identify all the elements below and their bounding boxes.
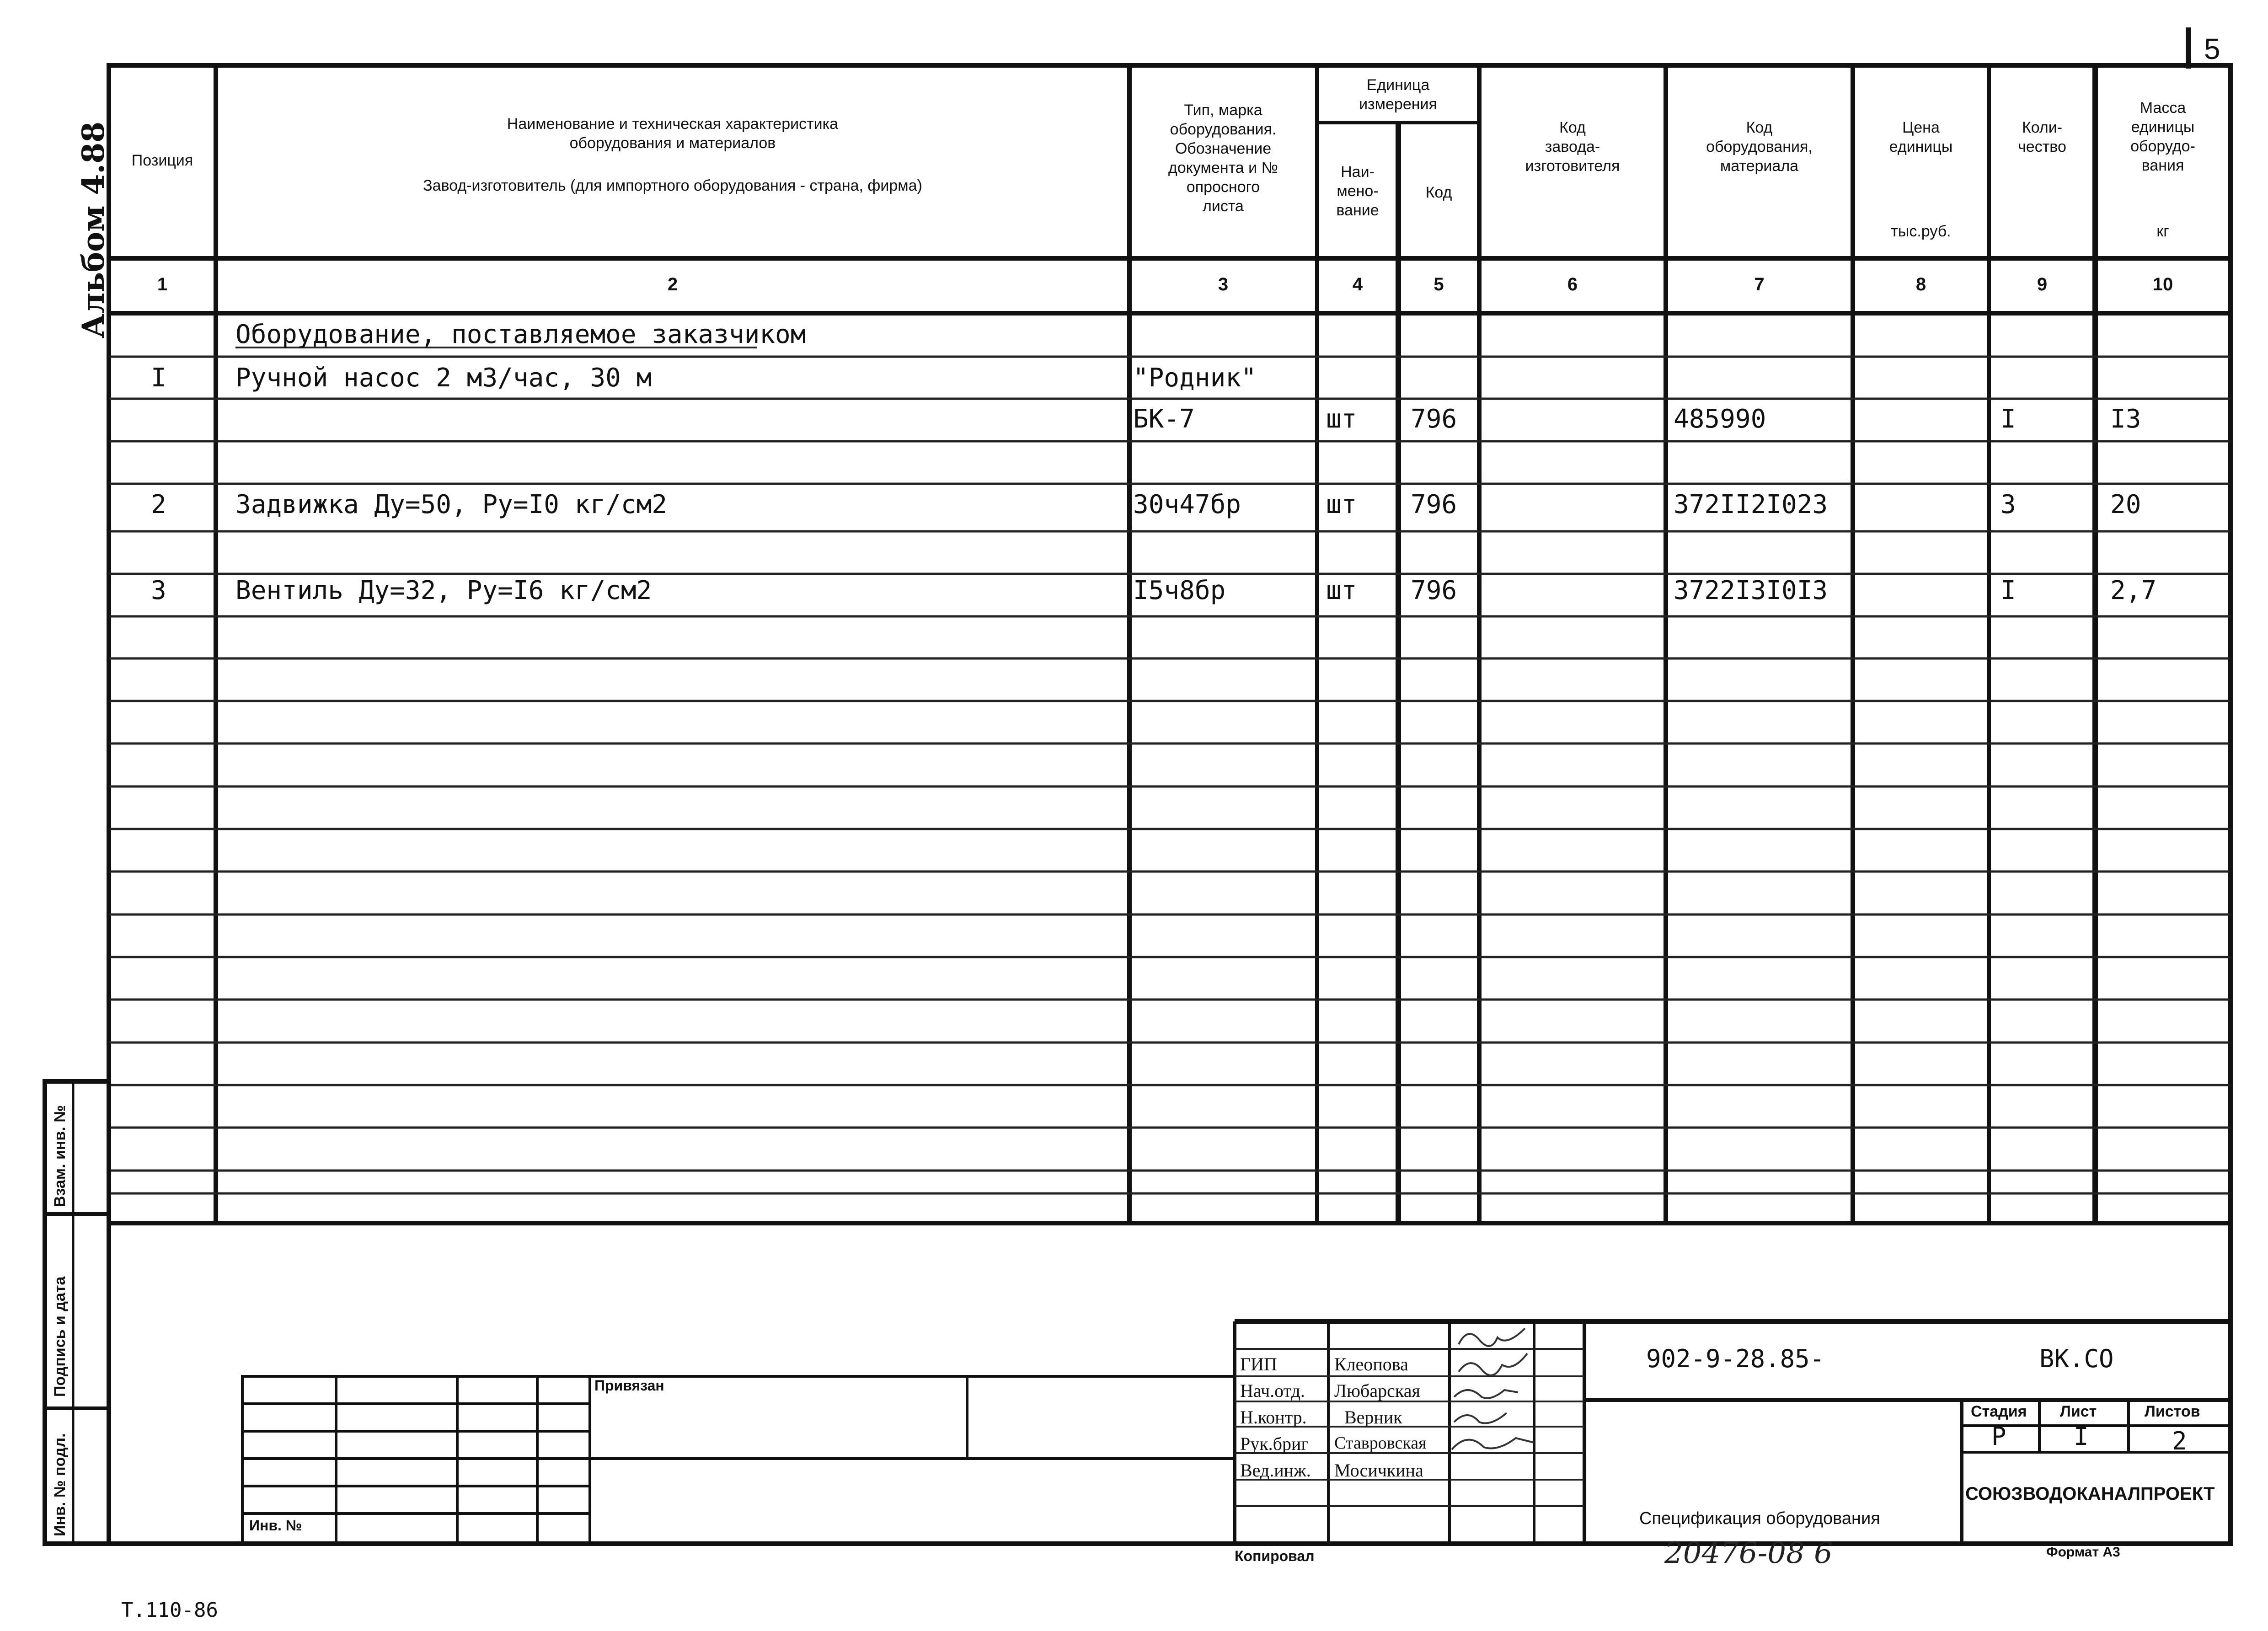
header-unit-code: Код <box>1425 184 1452 201</box>
header-factory-code: Код завода- изготовителя <box>1525 119 1620 175</box>
row-unit: шт <box>1326 490 1357 519</box>
row-name: Ручной насос 2 м3/час, 30 м <box>235 363 652 393</box>
column-number: 6 <box>1567 274 1578 294</box>
stamp-replacement-inventory: Взам. инв. № <box>51 1105 69 1207</box>
column-number: 7 <box>1754 274 1765 294</box>
name-team-lead: Ставровская <box>1334 1433 1427 1453</box>
row-type: 30ч47бр <box>1133 490 1241 519</box>
format-label: Формат А3 <box>2046 1545 2120 1560</box>
row-name: Оборудование, поставляемое заказчиком <box>235 320 806 349</box>
document-code: ВК.СО <box>2039 1344 2114 1373</box>
header-unit-group: Единица измерения <box>1359 76 1437 113</box>
row-type: I5ч8бр <box>1133 576 1226 605</box>
header-name: Наименование и техническая характеристика оборудования и материалов <box>507 115 839 152</box>
row-position: 2 <box>151 490 166 519</box>
role-chief-engineer: ГИП <box>1240 1354 1277 1374</box>
column-number: 8 <box>1915 274 1926 294</box>
organization-name: СОЮЗВОДОКАНАЛПРОЕКТ <box>1965 1484 2215 1504</box>
row-material-code: 372II2I023 <box>1674 490 1828 519</box>
column-number: 5 <box>1434 274 1444 294</box>
row-mass: 20 <box>2110 490 2141 519</box>
column-number: 1 <box>157 274 168 294</box>
document-title: Спецификация оборудования <box>1639 1509 1880 1528</box>
header-unit-name: Наи- мено- вание <box>1336 163 1379 219</box>
album-label: Альбом 4.88 <box>75 121 111 338</box>
copied-by-label: Копировал <box>1235 1548 1315 1564</box>
name-chief-engineer: Клеопова <box>1334 1354 1408 1374</box>
name-department-head: Любарская <box>1334 1380 1420 1401</box>
row-material-code: 485990 <box>1674 404 1766 434</box>
column-number: 4 <box>1352 274 1363 294</box>
header-type: Тип, марка оборудования. Обозначение документа и № опросного листа <box>1168 102 1278 215</box>
header-material-code: Код оборудования, материала <box>1706 119 1813 175</box>
column-number: 3 <box>1218 274 1229 294</box>
header-quantity: Коли- чество <box>2018 119 2066 155</box>
row-unit-code: 796 <box>1411 404 1457 434</box>
role-lead-engineer: Вед.инж. <box>1240 1460 1311 1481</box>
header-price: Цена единицы <box>1889 119 1953 155</box>
role-norm-control: Н.контр. <box>1240 1407 1307 1428</box>
row-position: 3 <box>151 576 166 605</box>
row-quantity: I <box>2001 404 2016 434</box>
header-manufacturer: Завод-изготовитель (для импортного оборудования - страна, фирма) <box>423 177 922 194</box>
signature-marks <box>1452 1328 1534 1449</box>
column-number: 10 <box>2152 274 2173 294</box>
name-lead-engineer: Мосичкина <box>1334 1460 1423 1481</box>
header-position: Позиция <box>131 152 193 169</box>
row-mass: 2,7 <box>2110 576 2157 605</box>
sheet-label: Лист <box>2060 1403 2097 1420</box>
sheets-total-value: 2 <box>2172 1427 2187 1455</box>
role-team-lead: Рук.бриг <box>1240 1433 1309 1454</box>
row-position: I <box>151 363 166 393</box>
row-unit: шт <box>1326 404 1357 434</box>
stage-value: Р <box>1991 1422 2006 1451</box>
row-name: Задвижка Ду=50, Ру=I0 кг/см2 <box>235 490 668 519</box>
stamp-original-inventory: Инв. № подл. <box>51 1433 69 1536</box>
name-norm-control: Верник <box>1344 1407 1402 1428</box>
row-mass: I3 <box>2110 404 2141 434</box>
column-number: 9 <box>2037 274 2048 294</box>
archive-number: 20476-08 6 <box>1664 1536 1833 1570</box>
header-mass: Масса единицы оборудо- вания <box>2130 99 2195 174</box>
row-material-code: 3722I3I0I3 <box>1674 576 1828 605</box>
row-unit: шт <box>1326 576 1357 605</box>
header-price-unit: тыс.руб. <box>1891 223 1951 240</box>
row-type: БК-7 <box>1133 404 1195 434</box>
sheet-number: 5 <box>2204 32 2220 65</box>
binding-label: Привязан <box>594 1377 664 1394</box>
stage-label: Стадия <box>1971 1403 2027 1420</box>
row-name: Вентиль Ду=32, Ру=I6 кг/см2 <box>235 576 652 605</box>
sheet-value: I <box>2074 1422 2089 1451</box>
role-department-head: Нач.отд. <box>1240 1380 1305 1401</box>
template-code: Т.110-86 <box>121 1599 218 1622</box>
column-number: 2 <box>667 274 678 294</box>
row-unit-code: 796 <box>1411 490 1457 519</box>
document-number: 902-9-28.85- <box>1646 1344 1825 1373</box>
header-mass-unit: кг <box>2156 223 2169 240</box>
inventory-number-label: Инв. № <box>249 1517 302 1534</box>
sheets-total-label: Листов <box>2145 1403 2200 1420</box>
row-type: "Родник" <box>1133 363 1257 393</box>
row-quantity: I <box>2001 576 2016 605</box>
stamp-signature-date: Подпись и дата <box>51 1276 69 1397</box>
row-unit-code: 796 <box>1411 576 1457 605</box>
row-quantity: 3 <box>2001 490 2016 519</box>
